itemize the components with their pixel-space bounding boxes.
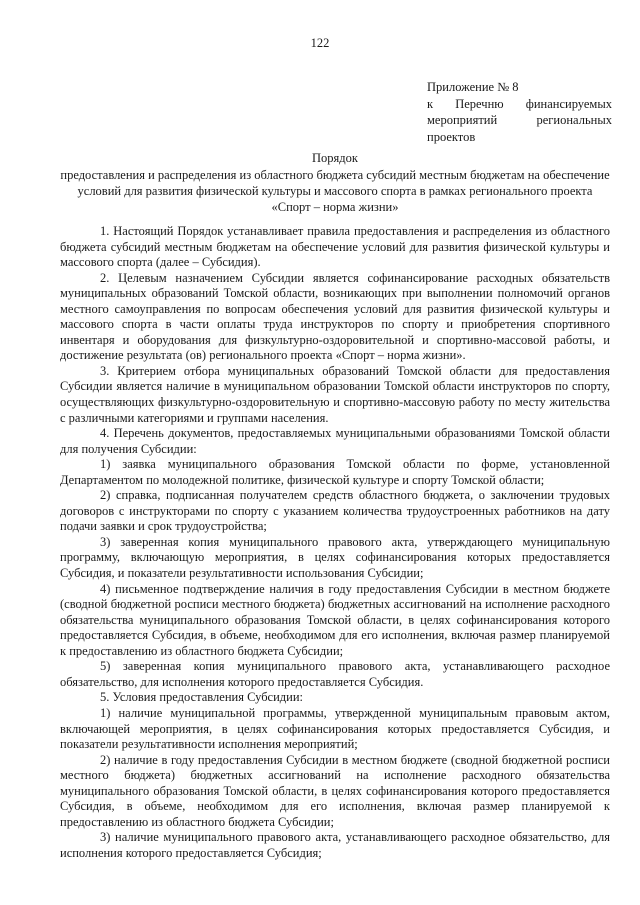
paragraph: 4. Перечень документов, предоставляемых муниципальными образованиями Томской области для получения Субсидии: bbox=[60, 426, 610, 456]
paragraph: 3) заверенная копия муниципального правового акта, утверждающего муниципальную программу, включающую мероприятия, в целях софинансирования которых предоставляется Субсидия, и показатели результативности использования Субсидии; bbox=[60, 534, 610, 581]
paragraph: 1) наличие муниципальной программы, утвержденной муниципальным правовым актом, включающей мероприятия, в целях софинансирования которых предоставляется Субсидия, и показатели результативности исполнения мероприятий; bbox=[60, 705, 610, 752]
paragraph: 1. Настоящий Порядок устанавливает правила предоставления и распределения из областного бюджета субсидий местным бюджетам на обеспечение условий для развития физической культуры и массового спорта (далее – Субсидия). bbox=[60, 224, 610, 270]
paragraph: 2) справка, подписанная получателем средств областного бюджета, о заключении трудовых договоров с инструкторами по спорту с указанием количества трудоустроенных работников на дату подачи заявки и срок трудоустройства; bbox=[60, 488, 610, 534]
paragraph: 4) письменное подтверждение наличия в году предоставления Субсидии в местном бюджете (сводной бюджетной росписи местного бюджета) бюджетных ассигнований на исполнение расходного обязательства муниципального образования Томской области, в целях софинансирования которого предоставляется Субсидия, в объеме, необходимом для его исполнения, включая размер планируемой к предоставлению из областного бюджета Субсидии; bbox=[60, 581, 610, 658]
appendix-reference: к Перечню финансируемых мероприятий региональных проектов bbox=[427, 96, 612, 144]
paragraph: 5) заверенная копия муниципального правового акта, устанавливающего расходное обязательство, для исполнения которого предоставляется Субсидия. bbox=[60, 659, 610, 689]
paragraph: 2. Целевым назначением Субсидии является софинансирование расходных обязательств муниципальных образований Томской области, возникающих при выполнении полномочий органов местного самоуправления по вопросам обеспечения условий для развития физической культуры и массового спорта в части оплаты труда инструкторов по спорту и приобретения спортивного инвентаря и оборудования для физкультурно-оздоровительной и спортивно-массовой работы, и достижение результата (ов) регионального проекта «Спорт – норма жизни». bbox=[60, 270, 610, 363]
page-number: 122 bbox=[310, 36, 330, 50]
document-heading bbox=[60, 150, 610, 215]
paragraph: 3) наличие муниципального правового акта, устанавливающего расходное обязательство, для исполнения которого предоставляется Субсидия; bbox=[60, 830, 610, 860]
appendix-title: Приложение № 8 bbox=[427, 80, 519, 94]
appendix-block bbox=[427, 79, 612, 145]
document-subtitle: предоставления и распределения из областного бюджета субсидий местным бюджетам на обеспечение условий для развития физической культуры и массового спорта в рамках регионального проекта «Спорт – норма жизни» bbox=[60, 168, 610, 214]
paragraph: 5. Условия предоставления Субсидии: bbox=[100, 690, 304, 705]
paragraph: 2) наличие в году предоставления Субсидии в местном бюджете (сводной бюджетной росписи местного бюджета) бюджетных ассигнований на исполнение расходного обязательства муниципального образования Томской области, в целях софинансирования которого предоставляется Субсидия, в объеме, необходимом для его исполнения, включая размер планируемой к предоставлению из областного бюджета Субсидии; bbox=[60, 752, 610, 829]
document-body bbox=[60, 224, 610, 861]
paragraph: 3. Критерием отбора муниципальных образований Томской области для предоставления Субсидии является наличие в муниципальном образовании Томской области инструкторов по спорту, осуществляющих физкультурно-оздоровительную и спортивно-массовую работу по месту жительства с различными категориями и группами населения. bbox=[60, 363, 610, 425]
document-title: Порядок bbox=[312, 151, 358, 165]
paragraph: 1) заявка муниципального образования Томской области по форме, установленной Департаментом по молодежной политике, физической культуре и спорту Томской области; bbox=[60, 457, 610, 487]
